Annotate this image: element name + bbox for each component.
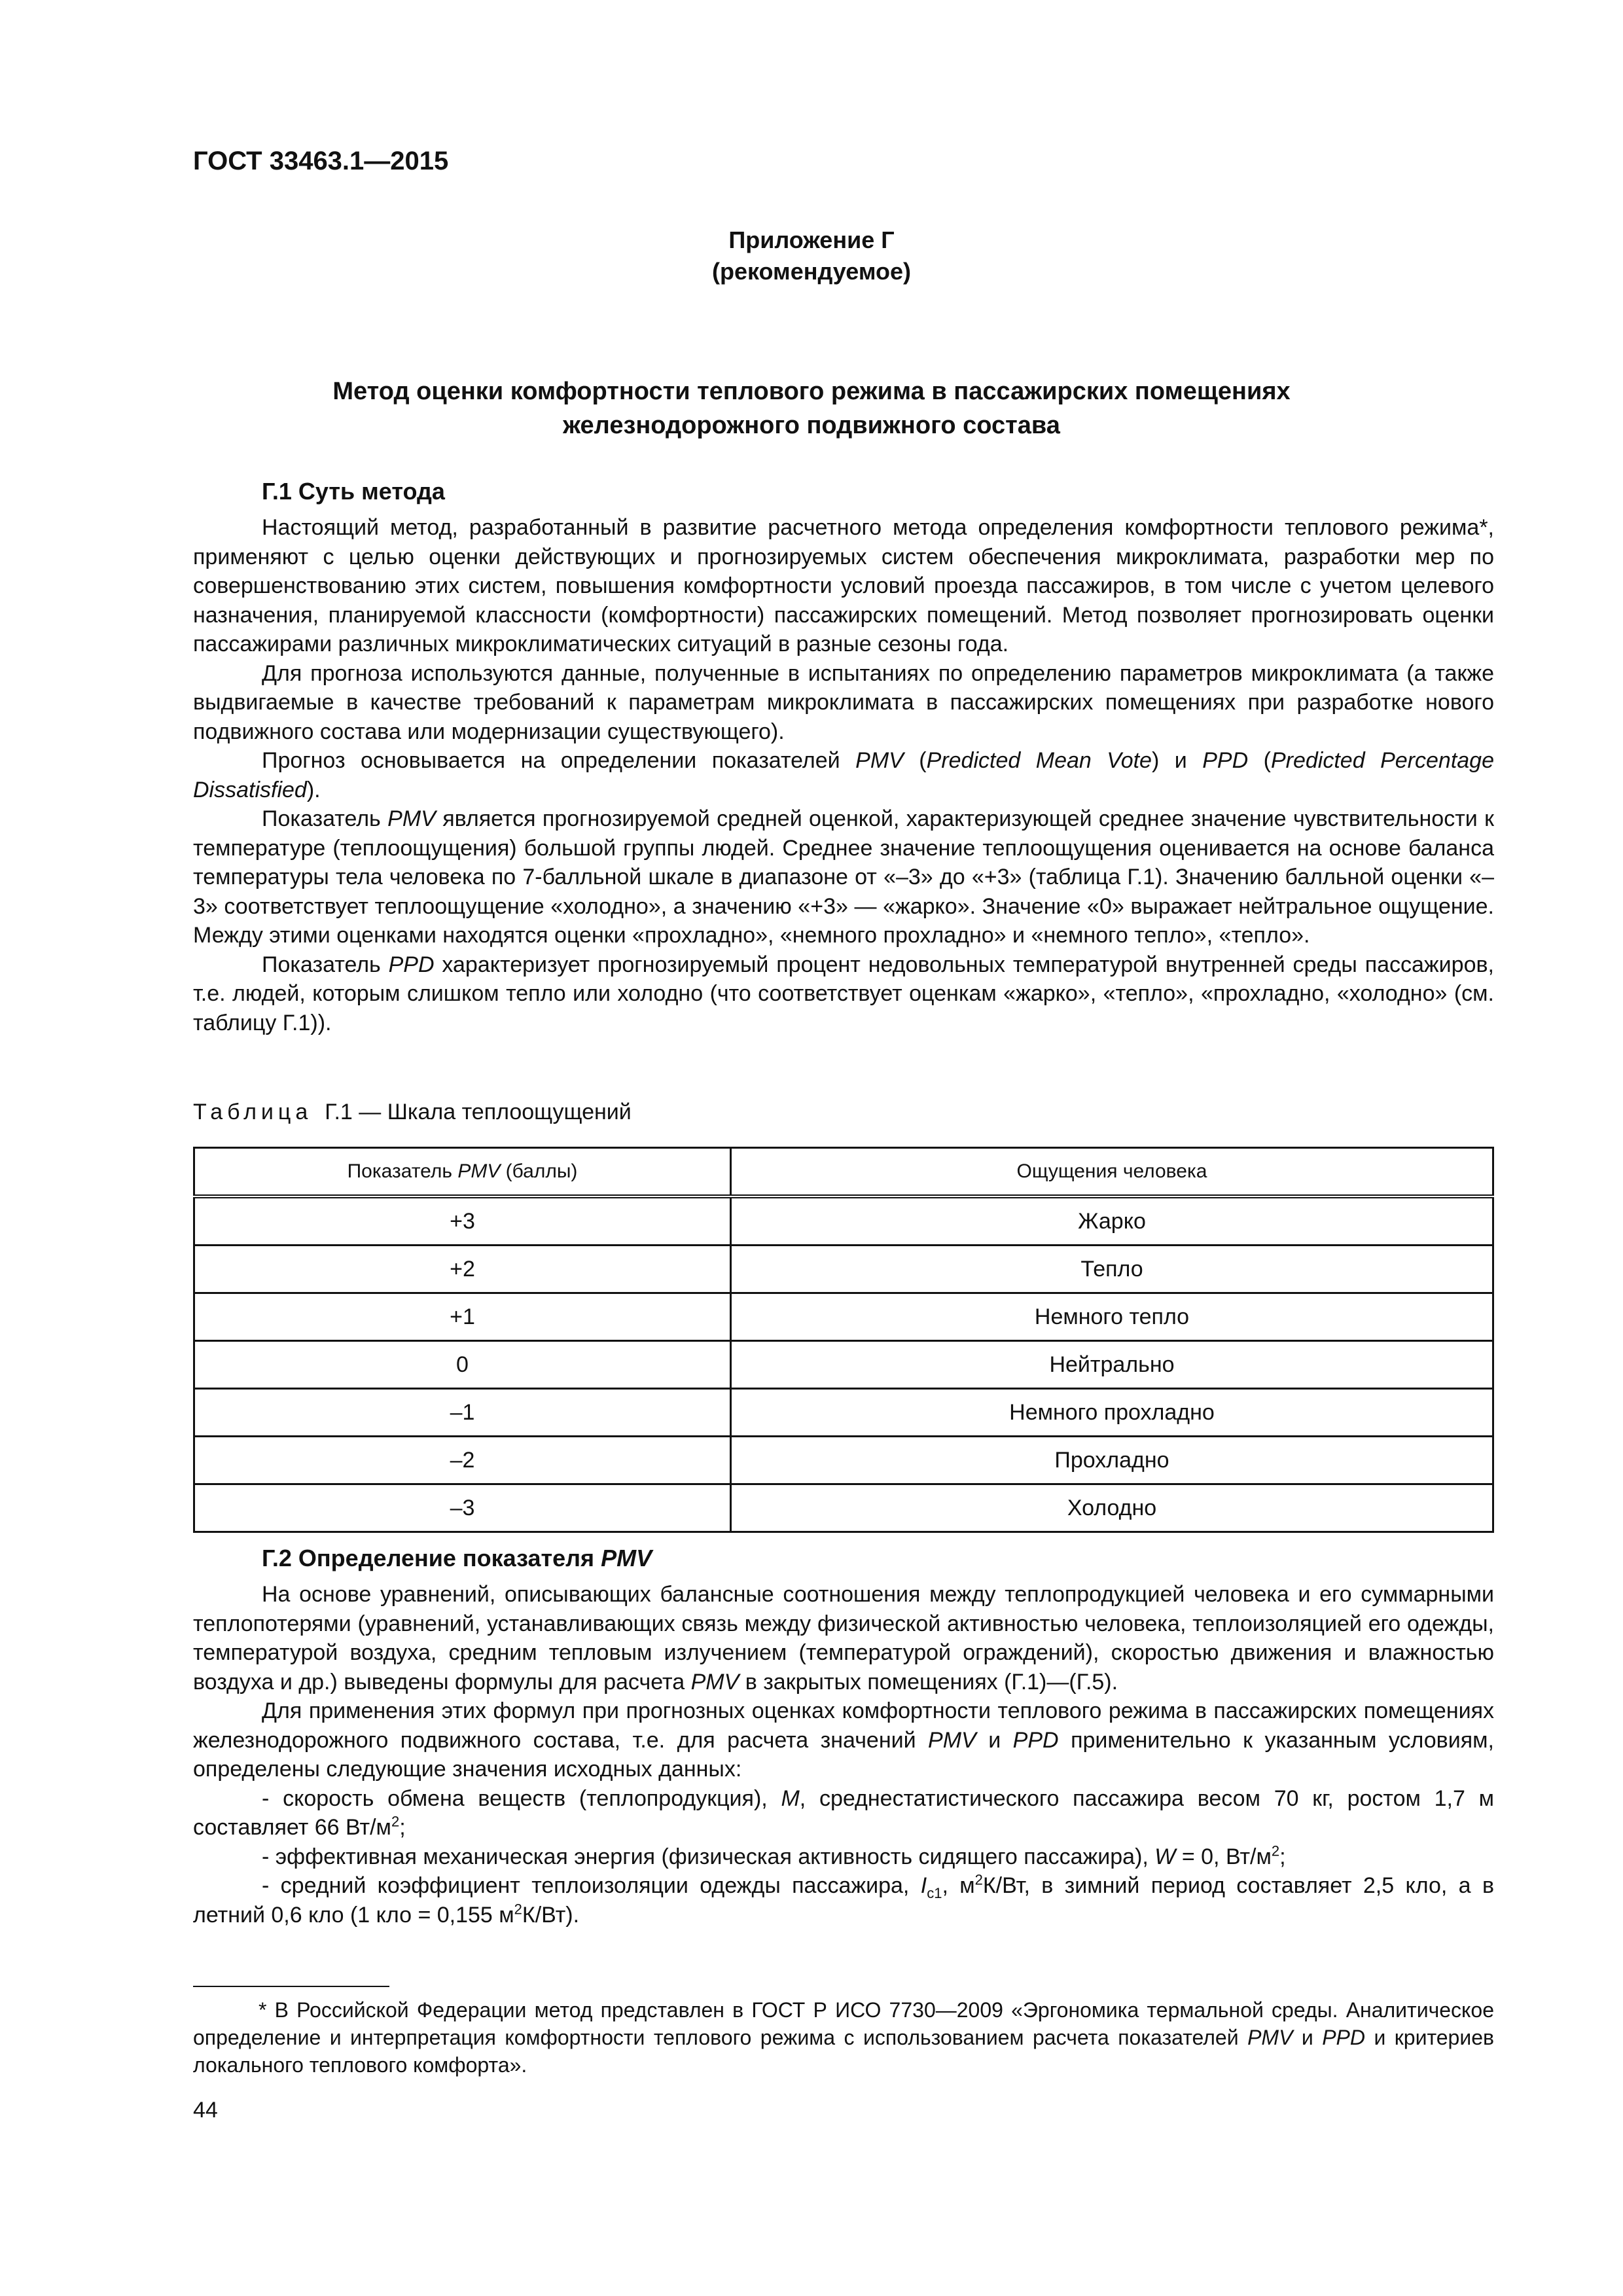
section-1-body [193,513,1494,1037]
table-caption: Таблица Г.1 — Шкала теплоощущений [193,1100,632,1124]
cell-sensation: Немного прохладно [731,1389,1493,1437]
paragraph: На основе уравнений, описывающих балансные соотношения между теплопродукцией человека и его суммарными теплопотерями (уравнений, устанавливающих связь между физической активностью человека, теплоизоляцией его одежды, температурой воздуха, средним тепловым излучением (температурой ограждений), скоростью движения и влажностью воздуха и др.) выведены формулы для расчета PMV в закрытых помещениях (Г.1)—(Г.5). [193,1582,1494,1695]
title-line-1: Метод оценки комфортности теплового режима в пассажирских помещениях [332,378,1291,405]
list-item: - средний коэффициент теплоизоляции одежды пассажира, $I_{c1}$, $м^2К/Вт$, в зимний период составляет 2,5 кло, а в летний 0,6 кло (1 кло = 0,155 $м^2К/Вт$). [193,1871,1495,1928]
section-2-heading: Г.2 Определение показателя PMV [262,1545,652,1571]
paragraph: Для применения этих формул при прогнозных оценках комфортности теплового режима в пассажирских помещениях железнодорожного подвижного состава, т.е. для расчета значений PMV и PPD применительно к указанным условиям, определены следующие значения исходных данных: [193,1698,1494,1782]
page-number: 44 [193,2098,218,2123]
table-row [194,1196,1493,1246]
paragraph: Показатель PPD характеризует прогнозируемый процент недовольных температурой внутренней среды пассажиров, т.е. людей, которым слишком тепло или холодно (что соответствует оценкам «жарко», «тепло», «прохладно, «холодно» (см. таблицу Г.1)). [193,952,1494,1035]
list-item: - скорость обмена веществ (теплопродукция), M, среднестатистического пассажира весом 70 кг, ростом 1,7 м составляет 66 $Вт/м^2$; [193,1785,1495,1840]
column-header-sensation: Ощущения человека [731,1148,1493,1197]
section-2-body [193,1580,1494,1929]
paragraph: Настоящий метод, разработанный в развитие расчетного метода определения комфортности теплового режима*, применяют с целью оценки действующих и прогнозируемых систем обеспечения микроклимата, разработки мер по совершенствованию этих систем, повышения комфортности условий проезда пассажиров, в том числе с учетом целевого назначения, планируемой классности (комфортности) пассажирских помещений. Метод позволяет прогнозировать оценки пассажирами различных микроклиматических ситуаций в разные сезоны года. [193,515,1494,656]
cell-score: +3 [194,1196,731,1246]
list-item: - эффективная механическая энергия (физическая активность сидящего пассажира), W = 0, $Вт/м^2$; [262,1842,1286,1869]
cell-sensation: Холодно [731,1484,1493,1532]
section-1-heading: Г.1 Суть метода [262,478,445,505]
cell-sensation: Тепло [731,1246,1493,1293]
paragraph: Для прогноза используются данные, полученные в испытаниях по определению параметров микроклимата (а также выдвигаемые в качестве требований к параметрам микроклимата в пассажирских помещениях при разработке нового подвижного состава или модернизации существующего). [193,660,1494,744]
footnote-separator [193,1986,389,1987]
cell-sensation: Нейтрально [731,1341,1493,1389]
cell-sensation: Прохладно [731,1437,1493,1484]
cell-sensation: Жарко [731,1196,1493,1246]
thermal-sensation-table [193,1147,1494,1533]
cell-score: –2 [194,1437,731,1484]
cell-score: +1 [194,1293,731,1341]
title-line-2: железнодорожного подвижного состава [563,412,1060,439]
footnote: * В Российской Федерации метод представлен в ГОСТ Р ИСО 7730—2009 «Эргономика термальной среды. Аналитическое определение и интерпретация комфортности теплового режима с использованием расчета показателей PMV и PPD и критериев локального теплового комфорта». [193,1998,1495,2077]
table-row [194,1389,1493,1437]
paragraph: Показатель PMV является прогнозируемой средней оценкой, характеризующей среднее значение чувствительности к температуре (теплоощущения) большой группы людей. Среднее значение теплоощущения оценивается на основе баланса температуры тела человека по 7-балльной шкале в диапазоне от «–3» до «+3» (таблица Г.1). Значению балльной оценки «–3» соответствует теплоощущение «холодно», а значению «+3» — «жарко». Значение «0» выражает нейтральное ощущение. Между этими оценками находятся оценки «прохладно», «немного прохладно» и «немного тепло», «тепло». [193,806,1494,948]
document-code: ГОСТ 33463.1—2015 [193,147,449,175]
cell-score: –1 [194,1389,731,1437]
table-row [194,1341,1493,1389]
table-row [194,1246,1493,1293]
table-row [194,1484,1493,1532]
appendix-label: Приложение Г [728,226,895,253]
paragraph: Прогноз основывается на определении показателей PMV (Predicted Mean Vote) и PPD (Predicted Percentage Dissatisfied). [193,748,1494,802]
cell-score: –3 [194,1484,731,1532]
table-header-row [194,1148,1493,1197]
cell-score: +2 [194,1246,731,1293]
table-row [194,1437,1493,1484]
cell-score: 0 [194,1341,731,1389]
appendix-type: (рекомендуемое) [712,258,911,285]
appendix-title [0,374,1623,442]
table-row [194,1293,1493,1341]
cell-sensation: Немного тепло [731,1293,1493,1341]
column-header-pmv: Показатель PMV (баллы) [194,1148,731,1197]
